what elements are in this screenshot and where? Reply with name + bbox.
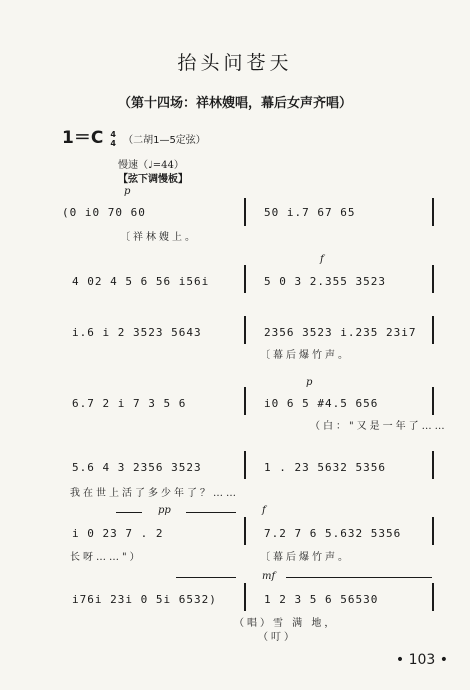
notes-right: 2356 3523 i.235 23i7 xyxy=(264,326,417,339)
dynamic-mark: f xyxy=(320,254,324,265)
stage-direction: 〔幕后爆竹声。 xyxy=(260,552,351,563)
notes-right: 5 0 3 2.355 3523 xyxy=(264,275,386,288)
barline xyxy=(432,387,434,415)
notes-left: i76i 23i 0 5i 6532) xyxy=(72,593,217,606)
song-title: 抬头问苍天 xyxy=(177,52,293,74)
spoken-line: 我在世上活了多少年了？…… xyxy=(70,488,239,499)
barline xyxy=(244,387,246,415)
key-signature xyxy=(62,123,206,148)
stage-direction: 〔幕后爆竹声。 xyxy=(260,350,351,361)
notes-left: i 0 23 7 . 2 xyxy=(72,527,164,540)
barline xyxy=(244,316,246,344)
notes-left: (0 i0 70 60 xyxy=(62,206,146,219)
key-label: 1＝C xyxy=(62,128,104,148)
barline xyxy=(244,265,246,293)
barline xyxy=(244,451,246,479)
notes-left: 5.6 4 3 2356 3523 xyxy=(72,461,202,474)
sung-lyric: （唱）雪 满 地， xyxy=(234,618,338,629)
tuning-note: （二胡1—5定弦） xyxy=(123,135,206,146)
notes-right: 50 i.7 67 65 xyxy=(264,206,356,219)
stage-direction: 〔祥林嫂上。 xyxy=(120,232,198,243)
notes-left: 6.7 2 i 7 3 5 6 xyxy=(72,397,187,410)
crescendo-mark xyxy=(176,577,236,578)
barline xyxy=(432,517,434,545)
time-denominator: 4 xyxy=(110,138,116,148)
mode-marking: 【弦下调慢板】 xyxy=(118,174,188,185)
time-signature xyxy=(110,130,116,148)
barline xyxy=(432,451,434,479)
notes-right: 1 2 3 5 6 56530 xyxy=(264,593,379,606)
notes-right: 7.2 7 6 5.632 5356 xyxy=(264,527,402,540)
notes-right: i0 6 5 #4.5 656 xyxy=(264,397,379,410)
tempo-marking: 慢速（♩=44） xyxy=(118,160,184,171)
page-number: • 103 • xyxy=(395,652,448,668)
scene-subtitle: （第十四场：祥林嫂唱，幕后女声齐唱） xyxy=(117,96,352,111)
dynamic-mark: f xyxy=(262,505,266,516)
dynamic-mark: pp xyxy=(158,505,171,516)
barline xyxy=(432,583,434,611)
barline xyxy=(432,316,434,344)
time-numerator: 4 xyxy=(110,129,116,139)
notes-left: i.6 i 2 3523 5643 xyxy=(72,326,202,339)
barline xyxy=(432,198,434,226)
crescendo-mark xyxy=(286,577,432,578)
notes-right: 1 . 23 5632 5356 xyxy=(264,461,386,474)
sung-lyric: （叮） xyxy=(258,632,297,643)
notes-left: 4 02 4 5 6 56 i56i xyxy=(72,275,210,288)
dynamic-mark: mf xyxy=(262,571,276,582)
dynamic-mark: p xyxy=(124,186,131,197)
diminuendo-mark xyxy=(186,512,236,513)
dynamic-mark: p xyxy=(306,377,313,388)
barline xyxy=(244,583,246,611)
barline xyxy=(432,265,434,293)
barline xyxy=(244,517,246,545)
crescendo-mark xyxy=(116,512,142,513)
barline xyxy=(244,198,246,226)
spoken-line: （白："又是一年了…… xyxy=(310,421,448,432)
spoken-line: 长呀……"） xyxy=(70,552,143,563)
